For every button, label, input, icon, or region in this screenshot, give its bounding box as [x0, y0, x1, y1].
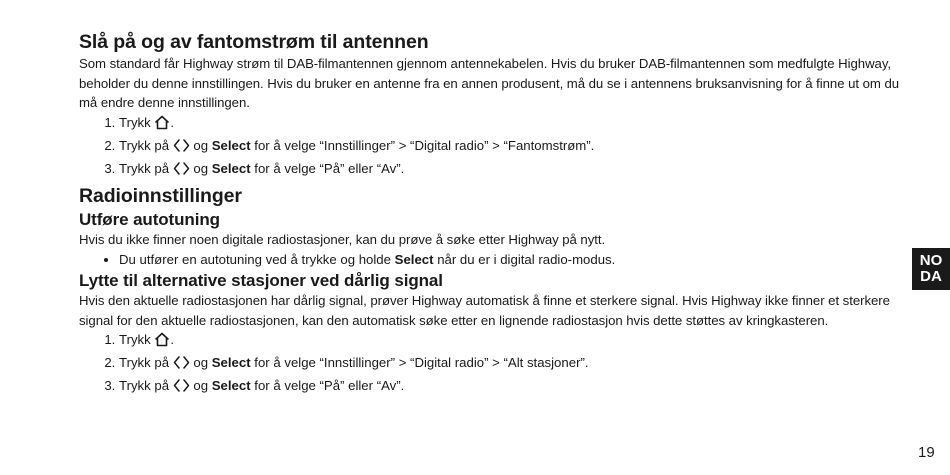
- select-label: Select: [211, 378, 251, 393]
- language-tab: [912, 248, 950, 290]
- step-text: og: [193, 355, 209, 370]
- step-2: [119, 136, 909, 159]
- bullet-text: når du er i digital radio-modus.: [437, 252, 616, 267]
- step-text: for å velge “Innstillinger” > “Digital radio” > “Alt stasjoner”.: [254, 355, 589, 370]
- steps-fantom: [79, 113, 909, 182]
- section-title-fantom: Slå på og av fantomstrøm til antennen: [79, 31, 429, 53]
- home-icon: [154, 115, 170, 136]
- left-right-arrows-icon: [173, 378, 190, 399]
- select-label: Select: [211, 355, 251, 370]
- step-3: [119, 376, 909, 399]
- step-text: og: [193, 137, 209, 153]
- step-text: Trykk på: [119, 160, 170, 176]
- step-text: og: [193, 378, 209, 393]
- select-label: Select: [211, 160, 251, 176]
- step-text: Trykk: [119, 332, 151, 347]
- step-text-end: .: [170, 114, 175, 130]
- page-number: 19: [918, 444, 935, 461]
- left-right-arrows-icon: [173, 161, 190, 182]
- bullet-text: Du utfører en autotuning ved å trykke og holde: [119, 252, 391, 267]
- bullets-autotune: [79, 249, 909, 270]
- language-code-da: DA: [920, 268, 942, 285]
- step-text: og: [193, 160, 209, 176]
- page-content: [79, 30, 909, 399]
- left-right-arrows-icon: [173, 138, 190, 159]
- subsection-body-autotune: Hvis du ikke finner noen digitale radiostasjoner, kan du prøve å søke etter Highway på nytt.: [79, 231, 606, 247]
- subsection-title-autotune: Utføre autotuning: [79, 209, 220, 229]
- home-icon: [154, 332, 170, 353]
- step-text: for å velge “På” eller “Av”.: [254, 378, 405, 393]
- step-text-end: .: [170, 332, 175, 347]
- select-label: Select: [394, 252, 434, 267]
- step-text: for å velge “På” eller “Av”.: [254, 160, 405, 176]
- language-code-no: NO: [919, 252, 943, 269]
- step-text: Trykk: [119, 114, 151, 130]
- subsection-title-alt: Lytte til alternative stasjoner ved dårlig signal: [79, 271, 443, 290]
- step-2: [119, 353, 909, 376]
- step-text: Trykk på: [119, 355, 170, 370]
- step-1: [119, 330, 909, 353]
- step-text: Trykk på: [119, 137, 170, 153]
- select-label: Select: [211, 137, 251, 153]
- step-text: for å velge “Innstillinger” > “Digital radio” > “Fantomstrøm”.: [254, 137, 595, 153]
- bullet-item: [119, 249, 909, 270]
- subsection-body-alt: Hvis den aktuelle radiostasjonen har dårlig signal, prøver Highway automatisk å finne et sterkere signal. Hvis Highway ikke finner et sterkere signal for den aktuelle radiostasjonen, kan den automatisk søke etter en lignende radiostasjon hvis dette støttes av kringkasteren.: [79, 293, 890, 328]
- section-body-fantom: Som standard får Highway strøm til DAB-filmantennen gjennom antennekabelen. Hvis du bruker DAB-filmantennen som medfulgte Highway, beholder du denne innstillingen. Hvis du bruker en antenne fra en annen produsent, må du se i antennens bruksanvisning for å finne ut om du må endre denne innstillingen.: [79, 56, 900, 110]
- step-3: [119, 159, 909, 182]
- steps-alt: [79, 330, 909, 399]
- left-right-arrows-icon: [173, 355, 190, 376]
- step-text: Trykk på: [119, 378, 170, 393]
- section-title-radio: Radioinnstillinger: [79, 184, 242, 207]
- step-1: [119, 113, 909, 136]
